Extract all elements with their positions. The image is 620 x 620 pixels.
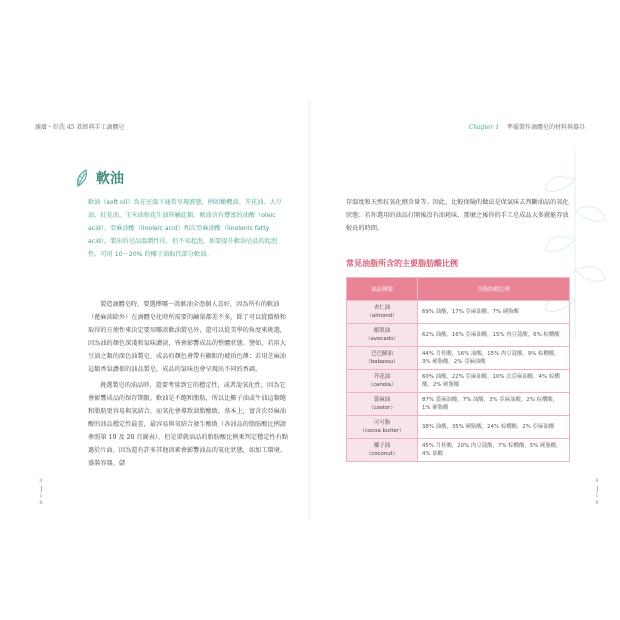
table-row xyxy=(347,370,570,393)
body-paragraph: 製造滴體皂時，要選擇哪一款軟油全憑個人喜好，因為所有的軟油（蓖麻油除外）在滴體皂化時所需要的鹼量都差不多，除了可以從價格和取得的方便性來決定要用哪款軟油製皂外，還可以從美學的角度來挑選，因為油的顏色深淺和氣味濃淡，皆會影響成品的整體狀態。譬如，若用大豆油之類的深色油製皂，成品的顏色會帶有顯眼的琥珀色澤；若用芝麻油這類香氣濃郁的油品製皂，成品的氣味也會呈現出不同的香調。 xyxy=(88,301,286,373)
table-title: 常見油脂所含的主要脂肪酸比例 xyxy=(346,259,458,268)
fatty-acid-table xyxy=(346,277,570,462)
chapter-title: 準備製作滴體皂的材料與器具 xyxy=(506,124,585,131)
table-row xyxy=(347,416,570,439)
ratio-cell: 69% 油酸，17% 亞麻油酸，7% 硬脂酸 xyxy=(418,301,570,324)
table-row xyxy=(347,301,570,324)
ratio-cell: 62% 油酸，16% 亞麻油酸，15% 肉豆蔻酸，6% 棕櫚酸 xyxy=(418,324,570,347)
intro-paragraph: 軟油（soft oil）為在室溫下通常呈現液態，例如橄欖油、芥花油、大豆油、紅花油、玉米油和花生油皆屬此類。軟油含有豐富的油酸（oleic acid）、亞麻油酸（linoleic acid）和次亞麻油酸（linolenic fatty acid），製出的皂品溫潤性佳，但不易起泡，如要提升軟油皂品的起泡性，可用 10～20% 的椰子油取代部分軟油。 xyxy=(88,199,282,258)
section-title: 軟油 xyxy=(96,171,124,187)
running-head-left: 親膚・好洗 45 款經典手工滴體皂 xyxy=(35,124,125,131)
oil-name-cell: 杏仁油 （almond） xyxy=(347,301,418,324)
chapter-label: Chapter 1 xyxy=(468,124,500,131)
page-number-right: 0 1 9 xyxy=(595,478,599,506)
oil-name-cell: 酪梨油 （avocado） xyxy=(347,324,418,347)
oil-name-cell: 蓖麻油 （castor） xyxy=(347,393,418,416)
oil-name-cell: 巴巴蘇油 （babassu） xyxy=(347,347,418,370)
table-row xyxy=(347,347,570,370)
ratio-cell: 45% 月桂酸，20% 肉豆蔻酸，7% 棕櫚酸，5% 硬脂酸，4% 油酸 xyxy=(418,439,570,462)
leaf-icon xyxy=(74,168,92,188)
page-number-left: 0 1 8 xyxy=(39,478,43,506)
table-header-oil: 油品種類 xyxy=(347,278,418,301)
oil-name-cell: 椰子油 （coconut） xyxy=(347,439,418,462)
table-row xyxy=(347,324,570,347)
ratio-cell: 44% 月桂酸，16% 油酸，15% 肉豆蔻酸，9% 棕櫚酸，3% 硬脂酸，2% 亞麻油酸 xyxy=(418,347,570,370)
ratio-cell: 60% 油酸，22% 亞麻油酸，10% 次亞麻油酸，4% 棕櫚酸，2% 硬脂酸 xyxy=(418,370,570,393)
table-header-ratio: 各脂肪酸比例 xyxy=(418,278,570,301)
body-paragraph: 挑選製皂的油品時，還要考量到它的穩定性，或者說氧化性，因為它會影響成品的保存期限。軟油是不飽和脂肪，所以比椰子油或牛油這類飽和脂肪更容易與氧結合，而氧化會導致油脂酸敗。基本上，富含次亞麻油酸的油品穩定性最差，最容易與氧結合發生酸敗（各油品的脂肪酸比例請參照第 19 及 20 頁圖表），但是單就油品的脂肪酸比例來判定穩定性有點過於片面，因為還有許多其他因素會影響油品的氧化狀態，如加工環境、盛裝容器、儲 xyxy=(88,382,288,467)
section-heading xyxy=(74,168,124,188)
ratio-cell: 38% 油酸，35% 硬脂酸，24% 棕櫚酸，2% 亞麻油酸 xyxy=(418,416,570,439)
oil-name-cell: 芥花油 （canola） xyxy=(347,370,418,393)
left-body-text xyxy=(88,298,288,473)
running-head-right xyxy=(469,122,585,131)
oil-name-cell: 可可脂 （cocoa butter） xyxy=(347,416,418,439)
ratio-cell: 87% 蓖麻油酸，7% 油酸，3% 亞麻油酸，2% 棕櫚酸，1% 硬脂酸 xyxy=(418,393,570,416)
table-row xyxy=(347,393,570,416)
right-body-text: 存溫度和天然抗氧化劑含量等。因此，比較保險的做法是保氣味去判斷油品的氧化狀態；若你選用的油品打開後沒有油耗味，那麼之後你的手工皂成品大多就能存放較長的時間。 xyxy=(346,199,569,232)
table-row xyxy=(347,439,570,462)
page-gutter xyxy=(308,100,312,520)
